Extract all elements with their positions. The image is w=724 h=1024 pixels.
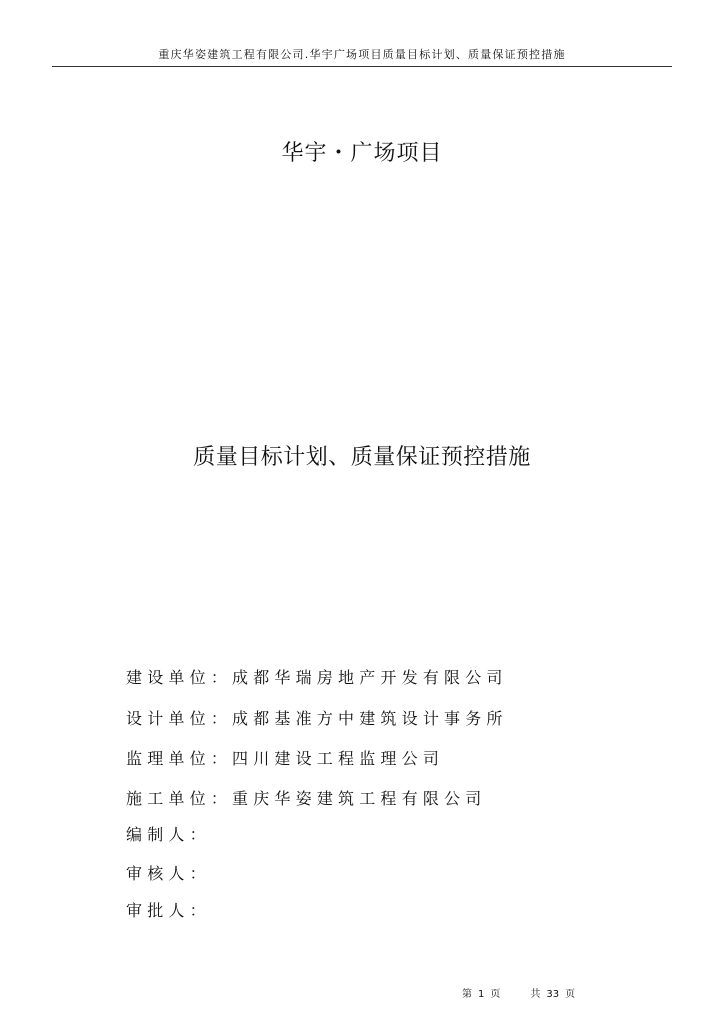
info-row-designer [126, 709, 508, 729]
info-value: 成都基准方中建筑设计事务所 [232, 709, 508, 728]
info-label: 施工单位 [126, 789, 211, 808]
page-prefix: 第 [462, 989, 472, 1000]
info-row-compiler [126, 825, 211, 845]
info-separator: ： [189, 864, 211, 883]
info-value: 四川建设工程监理公司 [232, 749, 445, 768]
info-separator: ： [189, 825, 211, 844]
total-prefix: 共 [530, 989, 541, 1000]
info-separator: ： [210, 789, 233, 808]
info-label: 建设单位 [126, 668, 211, 687]
info-separator: ： [210, 709, 233, 728]
info-row-supervisor [126, 749, 444, 769]
info-row-approver [126, 901, 211, 921]
info-row-client [126, 668, 508, 688]
page-total: 33 [546, 989, 560, 1000]
page-footer [462, 985, 575, 1000]
page-suffix: 页 [490, 989, 501, 1000]
project-title: 华宇・广场项目 [281, 141, 443, 166]
info-value: 成都华瑞房地产开发有限公司 [232, 668, 508, 687]
info-separator: ： [189, 901, 211, 920]
info-separator: ： [210, 668, 233, 687]
info-row-reviewer [126, 864, 211, 884]
info-label: 设计单位 [126, 709, 211, 728]
page-header [52, 44, 672, 67]
page-number: 1 [478, 989, 485, 1000]
info-label: 编制人 [126, 825, 190, 844]
info-label: 审批人 [126, 901, 190, 920]
total-suffix: 页 [565, 989, 576, 1000]
header-text: 重庆华姿建筑工程有限公司.华宇广场项目质量目标计划、质量保证预控措施 [158, 48, 566, 61]
info-row-contractor [126, 789, 486, 809]
info-label: 审核人 [126, 864, 190, 883]
document-title: 质量目标计划、质量保证预控措施 [193, 445, 531, 470]
info-value: 重庆华姿建筑工程有限公司 [232, 789, 487, 808]
info-label: 监理单位 [126, 749, 211, 768]
info-separator: ： [210, 749, 233, 768]
